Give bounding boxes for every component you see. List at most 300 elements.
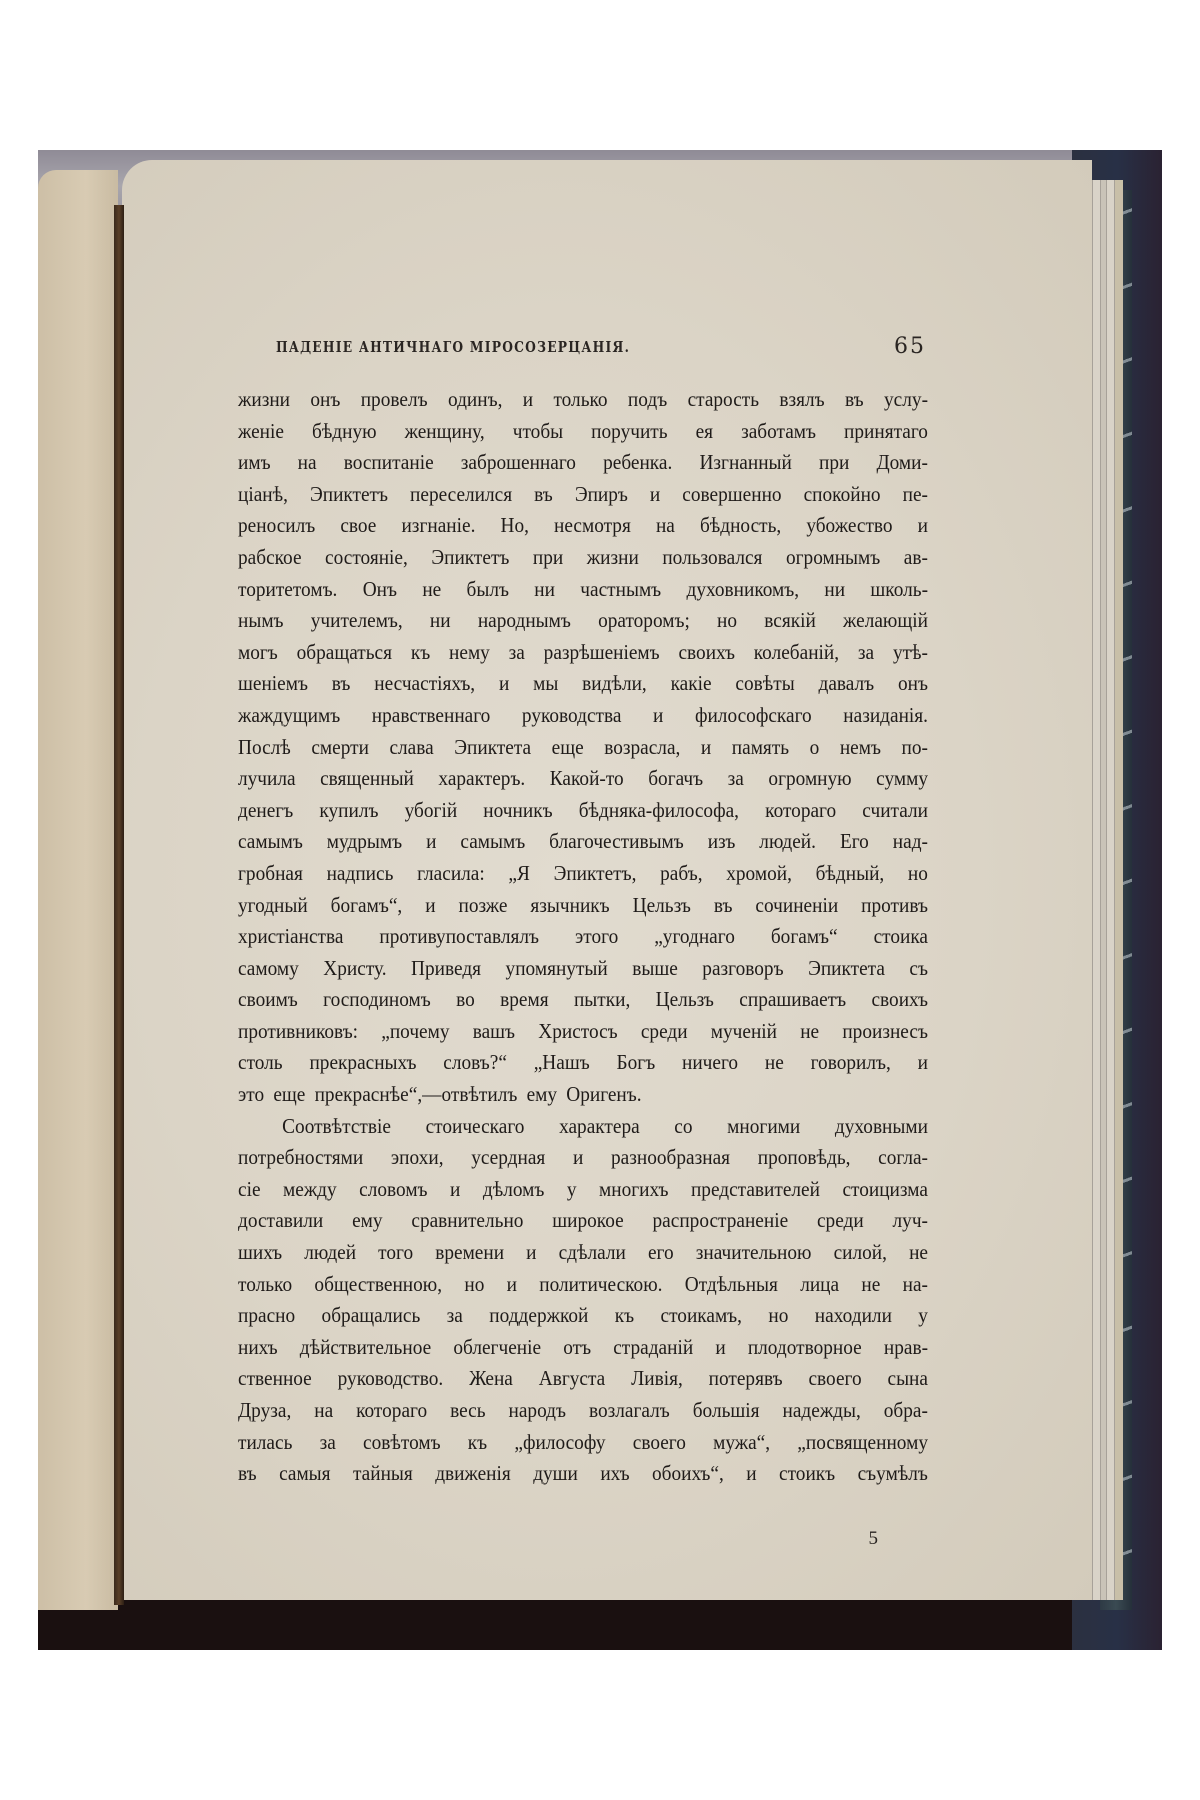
word: реносилъ — [238, 513, 316, 538]
word: спокойно — [803, 481, 881, 506]
word: силой, — [833, 1240, 887, 1265]
word: желающій — [843, 608, 928, 633]
text-line — [238, 921, 928, 953]
word: пытки, — [573, 987, 631, 1012]
word: и — [715, 1334, 726, 1359]
word: бѣдный, — [815, 860, 885, 885]
word: сравнительно — [411, 1208, 524, 1233]
word: Христу. — [323, 955, 387, 980]
word: и — [700, 734, 712, 759]
word: немъ — [839, 734, 881, 759]
word: Приведя — [411, 955, 482, 980]
word: мужа“, — [713, 1429, 771, 1454]
word: Эпиктетъ, — [553, 860, 637, 885]
word: ночникъ — [483, 797, 553, 822]
word: позже — [458, 892, 508, 917]
word: въ — [534, 481, 553, 506]
word: считали — [862, 797, 928, 822]
word: противупоставлялъ — [379, 924, 540, 949]
left-page-sliver — [38, 170, 118, 1610]
word: еще — [273, 1082, 306, 1107]
word: Жена — [469, 1366, 513, 1391]
word: только — [553, 387, 608, 411]
word: надежды, — [782, 1398, 861, 1422]
word: на — [314, 1398, 334, 1422]
word: „почему — [381, 1018, 450, 1043]
word: ни — [534, 576, 555, 601]
word: заброшеннаго — [460, 450, 576, 475]
word: ав- — [903, 544, 928, 569]
word: о — [809, 734, 820, 759]
word: котораго — [765, 797, 837, 822]
word: „посвященному — [797, 1429, 928, 1454]
word: людей — [304, 1240, 357, 1265]
word: и — [498, 671, 510, 696]
word: большія — [692, 1398, 760, 1422]
word: богамъ“, — [330, 892, 403, 917]
word: по- — [901, 734, 928, 759]
word: но — [768, 1303, 789, 1328]
text-line — [238, 574, 928, 606]
word: священный — [320, 766, 414, 791]
word: шихъ — [238, 1240, 283, 1265]
word: могъ — [238, 639, 278, 664]
word: Друза, — [238, 1398, 292, 1422]
word: не — [422, 576, 442, 601]
word: Оригенъ. — [566, 1082, 642, 1107]
word: облегченіе — [453, 1334, 542, 1359]
word: ственное — [238, 1366, 312, 1391]
word: при — [532, 544, 564, 569]
word: Послѣ — [238, 734, 291, 759]
running-head — [238, 334, 928, 362]
word: бѣдную — [311, 418, 377, 443]
word: не — [861, 1271, 881, 1296]
text-line — [238, 984, 928, 1016]
word: назиданія. — [843, 702, 929, 727]
word: проповѣдь, — [757, 1145, 851, 1170]
word: за — [319, 1429, 336, 1454]
text-line — [238, 1237, 928, 1269]
word: Августа — [538, 1366, 606, 1391]
word: богачъ — [648, 766, 704, 791]
word: во — [456, 987, 475, 1012]
word: сочиненіи — [755, 892, 839, 917]
word: въ — [331, 671, 351, 696]
word: доставили — [238, 1208, 324, 1233]
word: господиномъ — [323, 987, 431, 1012]
word: какіе — [670, 671, 712, 696]
text-line — [238, 1269, 928, 1301]
word: Какой-то — [549, 766, 624, 791]
word: среди — [640, 1018, 688, 1043]
word: за — [508, 639, 525, 664]
word: разрѣшеніемъ — [543, 639, 660, 664]
word: разговоръ — [702, 955, 784, 980]
word: Христосъ — [538, 1018, 618, 1043]
word: ораторомъ; — [598, 608, 690, 633]
word: не — [909, 1240, 928, 1265]
word: видѣли, — [582, 671, 647, 696]
word: Доми- — [876, 450, 928, 475]
word: но — [907, 860, 928, 885]
word: колебаній, — [753, 639, 840, 664]
word: давалъ — [818, 671, 875, 696]
running-title: ПАДЕНІЕ АНТИЧНАГО МІРОСОЗЕРЦАНІЯ. — [276, 338, 631, 356]
word: своимъ — [238, 987, 298, 1012]
word: онъ — [897, 671, 928, 696]
book-gutter — [114, 205, 124, 1605]
word: имъ — [238, 450, 271, 475]
word: луч- — [892, 1208, 928, 1233]
word: души — [533, 1461, 578, 1486]
word: эпохи, — [390, 1145, 444, 1170]
word: несчастіяхъ, — [374, 671, 476, 696]
word: выше — [632, 955, 678, 980]
word: за — [727, 766, 744, 791]
body-text — [238, 384, 928, 1490]
word: ціанѣ, — [238, 481, 288, 506]
word: Эпиктета — [454, 734, 532, 759]
word: поручить — [591, 418, 668, 443]
word: стоицизма — [842, 1176, 928, 1201]
word: сумму — [876, 766, 928, 791]
word: духовными — [834, 1113, 928, 1138]
text-line — [238, 542, 928, 574]
word: услу- — [884, 387, 928, 411]
word: ея — [695, 418, 714, 443]
word: плодотворное — [747, 1334, 862, 1359]
word: Соотвѣтствіе — [282, 1113, 391, 1138]
word: словъ?“ — [443, 1050, 507, 1075]
text-line — [238, 605, 928, 637]
word: „Я — [508, 860, 530, 885]
word: обра- — [883, 1398, 928, 1422]
text-line — [238, 700, 928, 732]
word: народъ — [508, 1398, 566, 1422]
word: всякій — [764, 608, 816, 633]
word: политическою. — [539, 1271, 663, 1296]
word: сіе — [238, 1176, 261, 1201]
word: чтобы — [512, 418, 564, 443]
word: самымъ — [238, 829, 303, 854]
text-line — [238, 384, 928, 416]
word: надпись — [326, 860, 394, 885]
word: отъ — [563, 1334, 592, 1359]
word: бѣдность, — [699, 513, 782, 538]
word: учителемъ, — [310, 608, 403, 633]
word: многими — [727, 1113, 801, 1138]
text-line — [238, 479, 928, 511]
word: своихъ — [678, 639, 735, 664]
signature-mark: 5 — [868, 1528, 878, 1549]
word: переселился — [410, 481, 513, 506]
word: богамъ“ — [770, 924, 838, 949]
word: самыя — [279, 1461, 331, 1486]
text-line — [238, 1142, 928, 1174]
text-line — [238, 1363, 928, 1395]
word: поддержкой — [489, 1303, 589, 1328]
word: страданій — [613, 1334, 694, 1359]
word: не — [800, 1018, 820, 1043]
word: утѣ- — [892, 639, 928, 664]
word: сына — [887, 1366, 928, 1391]
word: среди — [816, 1208, 864, 1233]
word: частнымъ — [580, 576, 662, 601]
text-line — [238, 1395, 928, 1427]
word: тилась — [238, 1429, 293, 1454]
word: прасно — [238, 1303, 296, 1328]
word: рабское — [238, 544, 302, 569]
text-line — [238, 1079, 928, 1111]
word: столь — [238, 1050, 283, 1075]
word: движенія — [435, 1461, 511, 1486]
word: къ — [614, 1303, 635, 1328]
word: состояніе, — [325, 544, 408, 569]
word: съ — [909, 955, 928, 980]
text-line — [238, 953, 928, 985]
word: народнымъ — [477, 608, 571, 633]
word: у — [918, 1303, 928, 1328]
word: въ — [845, 387, 864, 411]
word: потребностями — [238, 1145, 364, 1170]
word: при — [818, 450, 850, 475]
word: Эпиръ — [574, 481, 628, 506]
word: духовникомъ, — [686, 576, 800, 601]
word: прекрасныхъ — [309, 1050, 417, 1075]
word: и — [572, 1145, 584, 1170]
text-line — [238, 795, 928, 827]
right-page — [122, 160, 1092, 1600]
word: провелъ — [360, 387, 428, 411]
word: совѣты — [735, 671, 795, 696]
word: и — [450, 1176, 461, 1201]
word: бѣдняка-философа, — [578, 797, 740, 822]
word: словомъ — [359, 1176, 428, 1201]
word: „философу — [514, 1429, 606, 1454]
word: стоикъ — [779, 1461, 836, 1486]
word: купилъ — [319, 797, 379, 822]
word: школь- — [870, 576, 929, 601]
word: мудрымъ — [326, 829, 403, 854]
text-line — [238, 1205, 928, 1237]
word: своего — [632, 1429, 686, 1454]
word: со — [674, 1113, 693, 1138]
word: рабъ, — [660, 860, 703, 885]
word: нравственнаго — [371, 702, 491, 727]
word: разнообразная — [611, 1145, 731, 1170]
word: Цельзъ — [655, 987, 714, 1012]
word: общественною, — [314, 1271, 443, 1296]
word: огромную — [768, 766, 852, 791]
word: жаждущимъ — [238, 702, 341, 727]
word: Но, — [500, 513, 529, 538]
word: торитетомъ. — [238, 576, 338, 601]
word: между — [283, 1176, 337, 1201]
text-line — [238, 1300, 928, 1332]
word: взялъ — [779, 387, 825, 411]
word: христіанства — [238, 924, 344, 949]
text-line — [238, 1174, 928, 1206]
word: и — [917, 513, 928, 538]
word: въ — [238, 1461, 257, 1486]
word: и — [426, 829, 437, 854]
word: Эпиктета — [808, 955, 885, 980]
word: это — [238, 1082, 265, 1107]
word: представителей — [690, 1176, 820, 1201]
word: Отдѣльныя — [684, 1271, 778, 1296]
word: шеніемъ — [238, 671, 308, 696]
text-line — [238, 858, 928, 890]
word: но — [464, 1271, 485, 1296]
word: противъ — [861, 892, 928, 917]
word: лица — [800, 1271, 840, 1296]
word: одинъ, — [447, 387, 503, 411]
word: Онъ — [362, 576, 398, 601]
word: весь — [450, 1398, 486, 1422]
word: совѣтомъ — [363, 1429, 441, 1454]
word: нему — [449, 639, 490, 664]
word: того — [378, 1240, 414, 1265]
text-line — [238, 890, 928, 922]
word: своего — [808, 1366, 862, 1391]
word: упомянутый — [505, 955, 608, 980]
word: произнесъ — [842, 1018, 928, 1043]
word: память — [731, 734, 790, 759]
word: жизни — [238, 387, 291, 411]
word: за — [857, 639, 875, 664]
word: дѣйствительное — [299, 1334, 432, 1359]
text-line — [238, 416, 928, 448]
word: и — [653, 702, 664, 727]
word: „Нашъ — [533, 1050, 590, 1075]
word: мученій — [710, 1018, 778, 1043]
text-line — [238, 447, 928, 479]
text-line — [238, 1016, 928, 1048]
word: изъ — [707, 829, 736, 854]
word: и — [425, 892, 436, 917]
text-line — [238, 1458, 928, 1490]
word: обоихъ“, — [652, 1461, 724, 1486]
word: и — [522, 387, 534, 411]
word: нихъ — [238, 1334, 278, 1359]
word: совершенно — [682, 481, 782, 506]
page-content — [238, 160, 928, 1600]
word: руководство. — [337, 1366, 444, 1391]
word: согла- — [878, 1145, 928, 1170]
word: характеръ. — [438, 766, 526, 791]
word: огромнымъ — [785, 544, 881, 569]
word: тайныя — [352, 1461, 413, 1486]
word: „угоднаго — [654, 924, 735, 949]
word: ничего — [682, 1050, 739, 1075]
word: возрасла, — [604, 734, 681, 759]
text-line — [238, 1332, 928, 1364]
word: Эпиктетъ — [431, 544, 510, 569]
word: над- — [892, 829, 928, 854]
word: этого — [575, 924, 619, 949]
word: за — [446, 1303, 463, 1328]
word: ему — [352, 1208, 383, 1233]
word: на- — [902, 1271, 928, 1296]
word: слава — [389, 734, 434, 759]
word: свое — [340, 513, 377, 538]
word: гробная — [238, 860, 303, 885]
word: заботамъ — [741, 418, 817, 443]
word: Изгнанный — [699, 450, 792, 475]
word: убогій — [404, 797, 458, 822]
word: язычникъ — [530, 892, 610, 917]
word: къ — [410, 639, 431, 664]
word: самымъ — [460, 829, 526, 854]
word: старость — [687, 387, 760, 411]
word: не — [764, 1050, 784, 1075]
word: ни — [429, 608, 451, 633]
word: потерявъ — [708, 1366, 783, 1391]
word: усердная — [471, 1145, 546, 1170]
page-number: 65 — [894, 334, 926, 359]
text-line — [238, 732, 928, 764]
word: угодный — [238, 892, 308, 917]
word: денегъ — [238, 797, 294, 822]
word: находили — [814, 1303, 892, 1328]
word: на — [297, 450, 317, 475]
word: нымъ — [238, 608, 284, 633]
word: только — [238, 1271, 293, 1296]
word: Богъ — [616, 1050, 656, 1075]
word: дѣломъ — [482, 1176, 545, 1201]
word: смерти — [311, 734, 369, 759]
word: Цельзъ — [632, 892, 691, 917]
word: широкое — [552, 1208, 624, 1233]
word: времени — [435, 1240, 505, 1265]
word: у — [566, 1176, 577, 1201]
word: мы — [533, 671, 559, 696]
text-line — [238, 1427, 928, 1459]
word: Ливія, — [631, 1366, 683, 1391]
word: людей. — [759, 829, 816, 854]
word: спрашиваетъ — [739, 987, 847, 1012]
word: ни — [824, 576, 846, 601]
word: къ — [467, 1429, 488, 1454]
word: руководства — [521, 702, 622, 727]
word: убожество — [806, 513, 893, 538]
word: ихъ — [600, 1461, 630, 1486]
word: нрав- — [883, 1334, 928, 1359]
word: противниковъ: — [238, 1018, 359, 1043]
word: говорилъ, — [810, 1050, 891, 1075]
book-photo — [38, 150, 1162, 1650]
word: своихъ — [871, 987, 928, 1012]
text-line — [238, 637, 928, 669]
word: ему — [526, 1082, 558, 1107]
word: вашъ — [472, 1018, 516, 1043]
word: прекраснѣе“,—отвѣтилъ — [314, 1082, 518, 1107]
word: сдѣлали — [558, 1240, 626, 1265]
word: на — [655, 513, 675, 538]
word: распространеніе — [652, 1208, 789, 1233]
word: время — [500, 987, 549, 1012]
word: пе- — [902, 481, 928, 506]
text-line — [238, 668, 928, 700]
word: благочестивымъ — [549, 829, 684, 854]
word: самому — [238, 955, 299, 980]
word: гласила: — [417, 860, 485, 885]
page-stack-edge — [1114, 180, 1123, 1600]
word: и — [649, 481, 661, 506]
word: котораго — [356, 1398, 428, 1422]
word: стоическаго — [425, 1113, 525, 1138]
